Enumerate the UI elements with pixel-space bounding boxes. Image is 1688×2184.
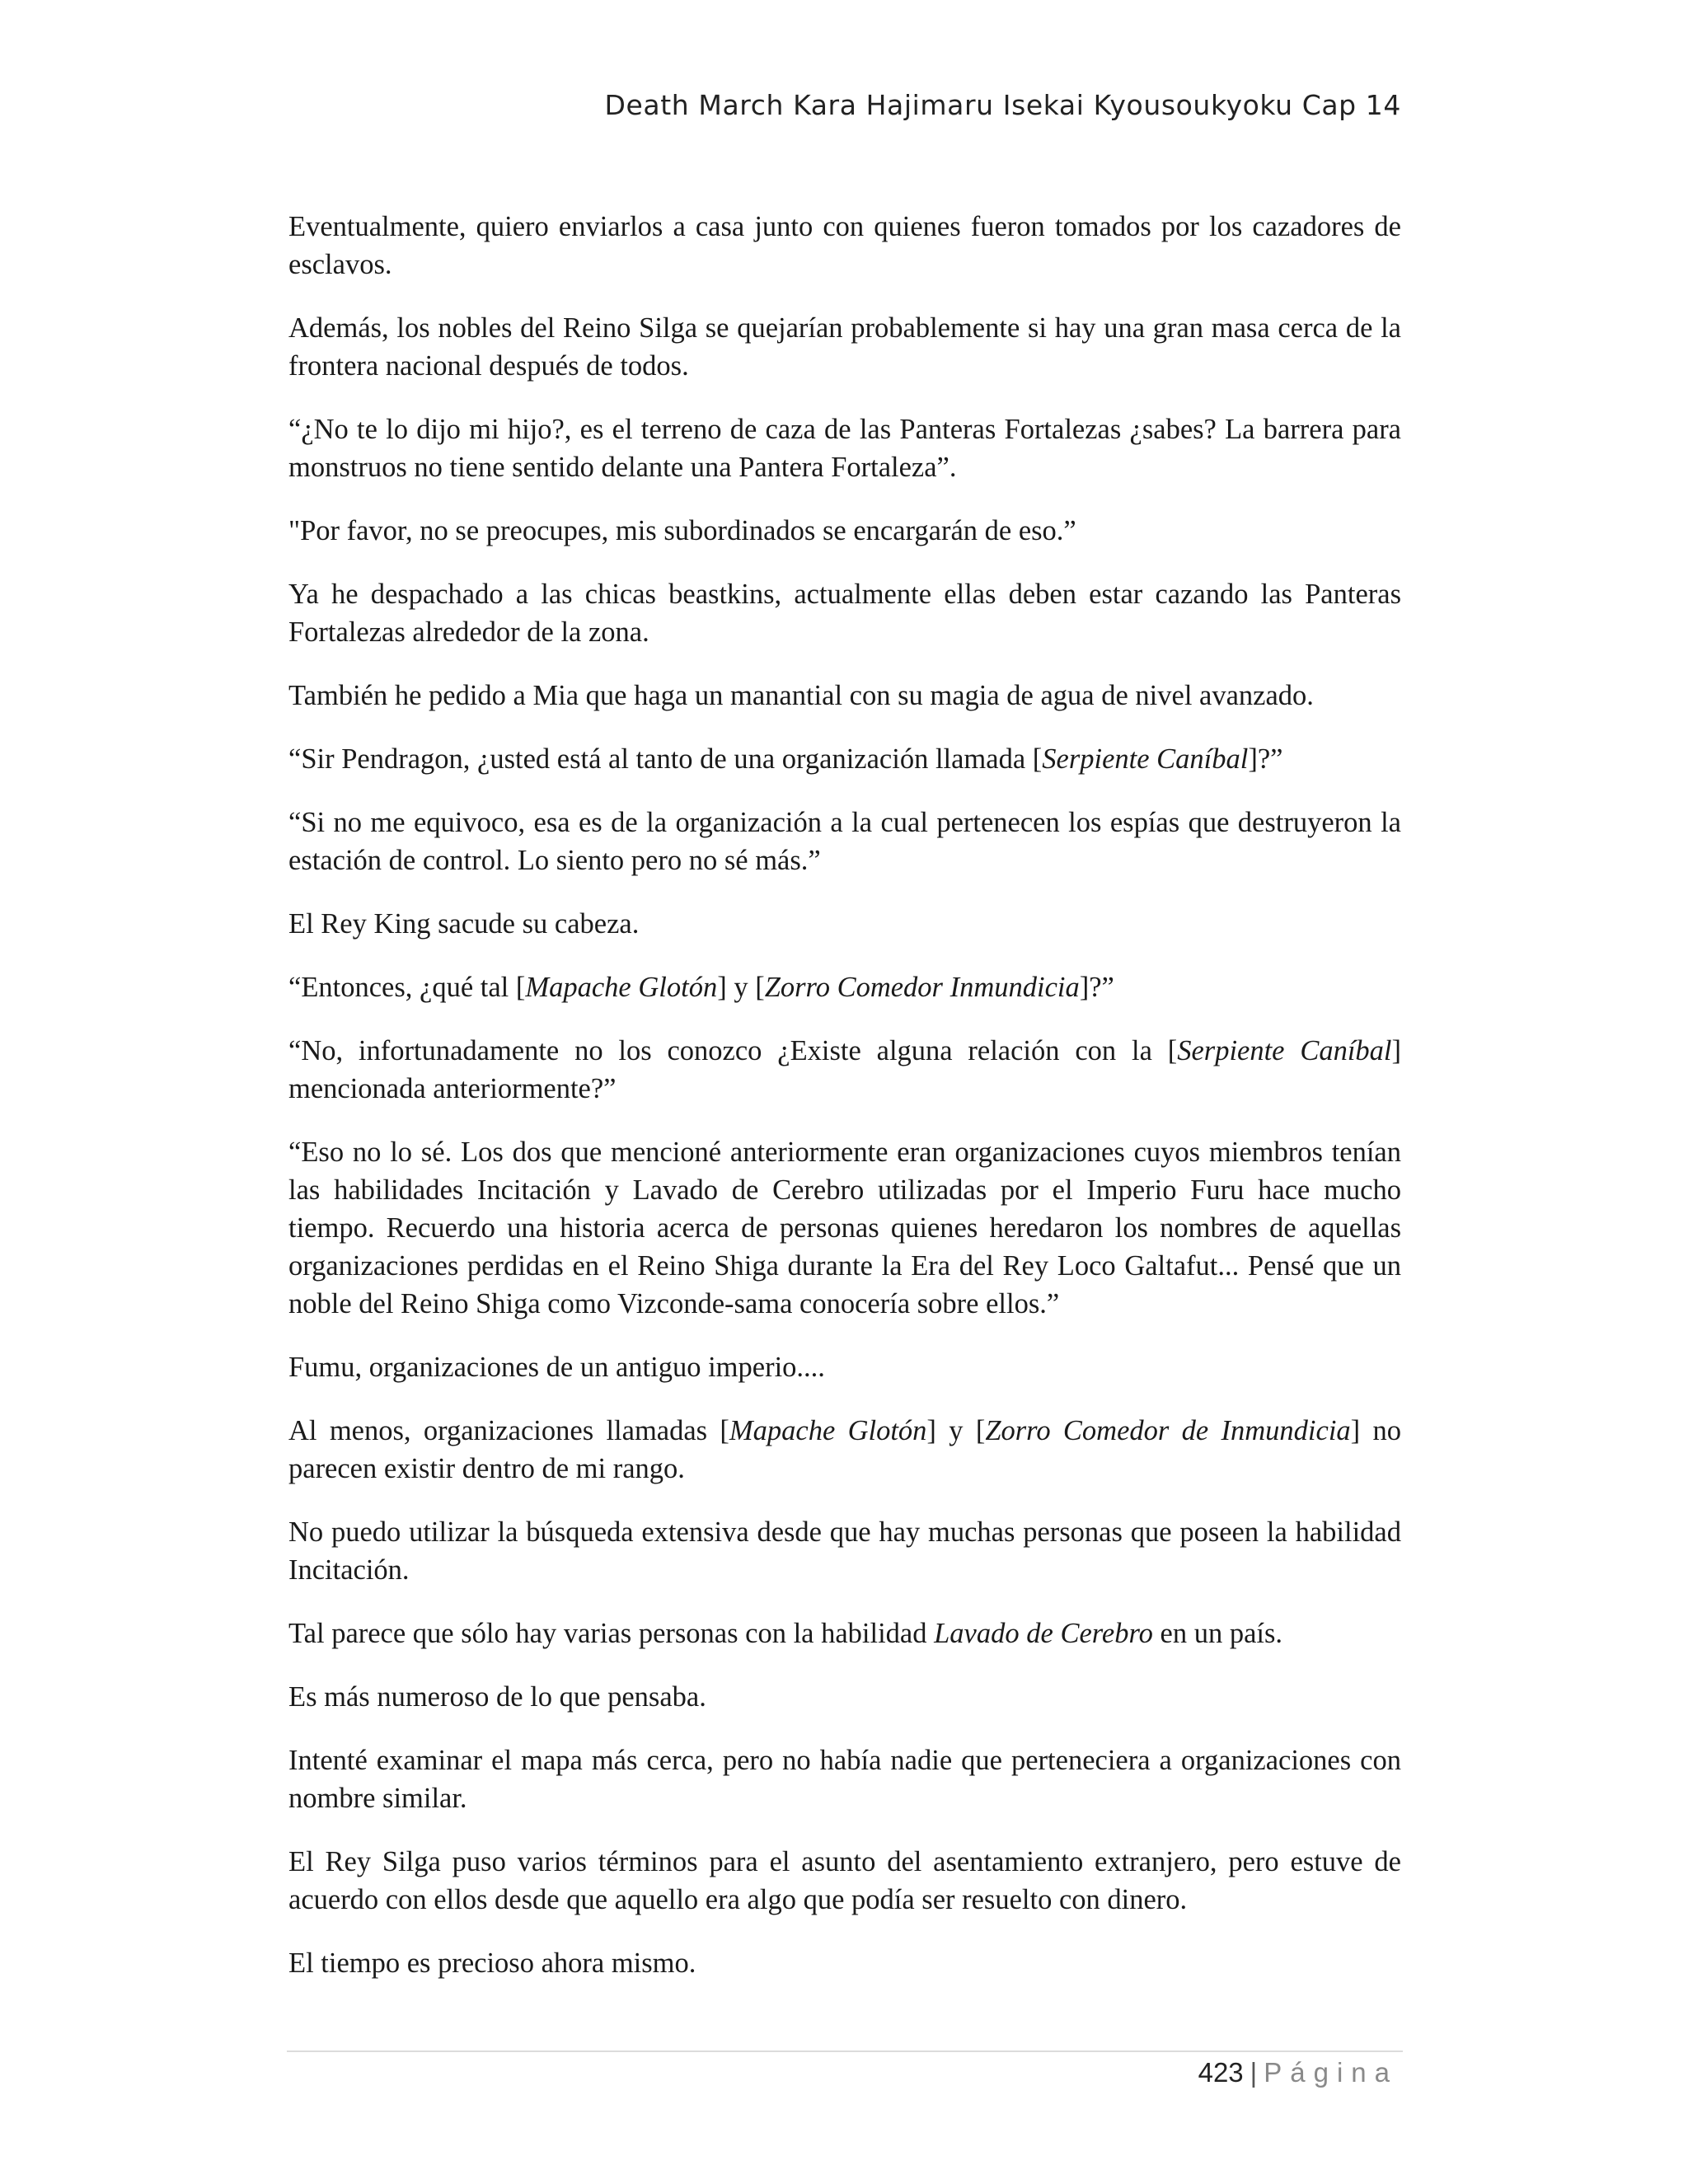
text-run: “Sir Pendragon, ¿usted está al tanto de una organización llamada [ (288, 743, 1043, 775)
paragraph (288, 1741, 1401, 1817)
italic-term: Lavado de Cerebro (934, 1618, 1153, 1649)
text-run: El Rey King sacude su cabeza. (288, 908, 640, 940)
running-header: Death March Kara Hajimaru Isekai Kyousoukyoku Cap 14 (604, 89, 1401, 121)
paragraph (288, 1678, 1401, 1716)
paragraph (288, 1412, 1401, 1488)
text-run: No puedo utilizar la búsqueda extensiva desde que hay muchas personas que poseen la habilidad Incitación. (288, 1516, 1401, 1586)
paragraph (288, 1944, 1401, 1982)
text-run: Fumu, organizaciones de un antiguo imperio.... (288, 1352, 825, 1383)
italic-term: Zorro Comedor de Inmundicia (985, 1415, 1351, 1446)
paragraph (288, 968, 1401, 1006)
page-label: Página (1264, 2057, 1398, 2088)
paragraph (288, 1513, 1401, 1589)
text-run: El tiempo es precioso ahora mismo. (288, 1947, 696, 1979)
italic-term: Serpiente Caníbal (1042, 743, 1249, 775)
italic-term: Zorro Comedor Inmundicia (764, 972, 1080, 1003)
text-run: ] y [ (717, 972, 765, 1003)
paragraph (288, 309, 1401, 385)
footer-separator: | (1250, 2057, 1258, 2088)
text-run: “Si no me equivoco, esa es de la organización a la cual pertenecen los espías que destruyeron la estación de control. Lo siento pero no sé más.” (288, 807, 1401, 876)
italic-term: Serpiente Caníbal (1177, 1035, 1392, 1066)
text-run: Tal parece que sólo hay varias personas con la habilidad (288, 1618, 935, 1649)
paragraph (288, 804, 1401, 879)
text-run: Eventualmente, quiero enviarlos a casa junto con quienes fueron tomados por los cazadores de esclavos. (288, 211, 1401, 280)
text-run: ] mencionada anteriormente?” (288, 1035, 1401, 1104)
text-run: “Eso no lo sé. Los dos que mencioné anteriormente eran organizaciones cuyos miembros tenían las habilidades Incitación y Lavado de Cerebro utilizadas por el Imperio Furu hace mucho tiempo. Recuerdo una historia acerca de personas quienes heredaron los nombres de aquellas organizaciones perdidas en el Reino Shiga durante la Era del Rey Loco Galtafut... Pensé que un noble del Reino Shiga como Vizconde-sama conocería sobre ellos.” (288, 1137, 1401, 1319)
paragraph (288, 208, 1401, 284)
paragraph (288, 1133, 1401, 1323)
paragraph (288, 1032, 1401, 1108)
text-run: ]?” (1248, 743, 1283, 775)
text-run: "Por favor, no se preocupes, mis subordinados se encargarán de eso.” (288, 515, 1076, 546)
paragraph (288, 905, 1401, 943)
text-run: El Rey Silga puso varios términos para el asunto del asentamiento extranjero, pero estuve de acuerdo con ellos desde que aquello era algo que podía ser resuelto con dinero. (288, 1846, 1401, 1915)
text-run: en un país. (1152, 1618, 1283, 1649)
text-run: Es más numeroso de lo que pensaba. (288, 1681, 706, 1713)
text-run: Además, los nobles del Reino Silga se quejarían probablemente si hay una gran masa cerca de la frontera nacional después de todos. (288, 312, 1401, 382)
paragraph (288, 740, 1401, 778)
text-run: “¿No te lo dijo mi hijo?, es el terreno de caza de las Panteras Fortalezas ¿sabes? La barrera para monstruos no tiene sentido delante una Pantera Fortaleza”. (288, 414, 1401, 483)
text-run: Intenté examinar el mapa más cerca, pero no había nadie que perteneciera a organizaciones con nombre similar. (288, 1745, 1401, 1814)
paragraph (288, 1348, 1401, 1386)
paragraph (288, 512, 1401, 550)
paragraph (288, 1843, 1401, 1919)
paragraph (288, 1615, 1401, 1652)
text-run: Al menos, organizaciones llamadas [ (288, 1415, 729, 1446)
page-footer (1198, 2057, 1398, 2088)
text-run: “Entonces, ¿qué tal [ (288, 972, 526, 1003)
page-number: 423 (1198, 2057, 1244, 2088)
text-run: Ya he despachado a las chicas beastkins, actualmente ellas deben estar cazando las Panteras Fortalezas alrededor de la zona. (288, 579, 1401, 648)
text-run: También he pedido a Mia que haga un manantial con su magia de agua de nivel avanzado. (288, 680, 1314, 711)
text-run: ] no parecen existir dentro de mi rango. (288, 1415, 1401, 1484)
text-run: ]?” (1079, 972, 1114, 1003)
paragraph (288, 410, 1401, 486)
italic-term: Mapache Glotón (729, 1415, 927, 1446)
paragraph (288, 575, 1401, 651)
text-run: ] y [ (926, 1415, 986, 1446)
text-run: “No, infortunadamente no los conozco ¿Existe alguna relación con la [ (288, 1035, 1178, 1066)
paragraph (288, 677, 1401, 715)
italic-term: Mapache Glotón (525, 972, 718, 1003)
footer-divider (287, 2050, 1403, 2052)
body-text (288, 208, 1401, 2008)
